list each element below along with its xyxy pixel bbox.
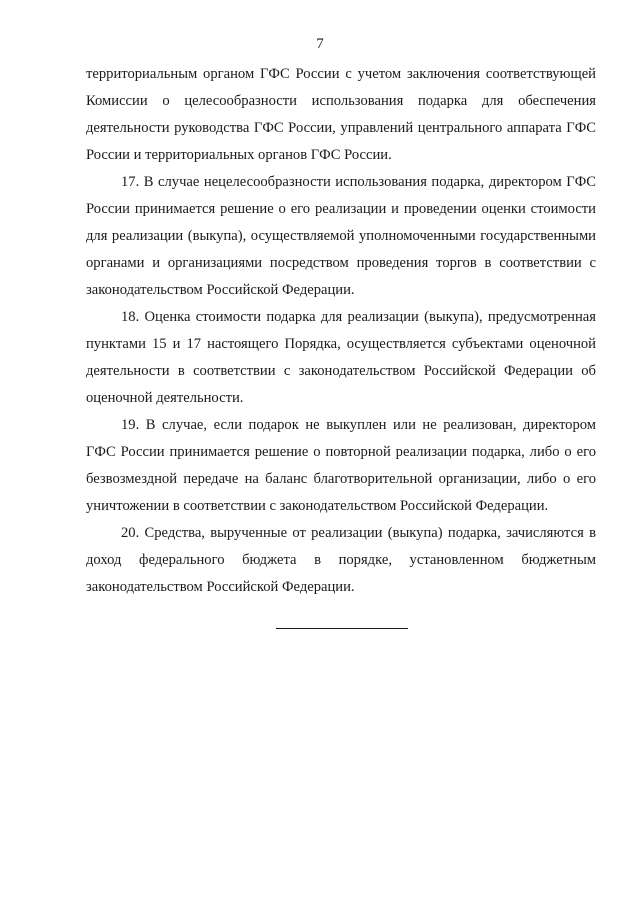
paragraph-19: 19. В случае, если подарок не выкуплен или не реализован, директором ГФС России принимается решение о повторной реализации подарка, либо о его безвозмездной передаче на баланс благотворительной организации, либо о его уничтожении в соответствии с законодательством Российской Федерации.: [86, 417, 596, 514]
document-body: [86, 61, 596, 601]
paragraph-20: 20. Средства, вырученные от реализации (выкупа) подарка, зачисляются в доход федерального бюджета в порядке, установленном бюджетным законодательством Российской Федерации.: [86, 525, 596, 595]
paragraph-continuation: территориальным органом ГФС России с учетом заключения соответствующей Комиссии о целесообразности использования подарка для обеспечения деятельности руководства ГФС России, управлений центрального аппарата ГФС России и территориальных органов ГФС России.: [86, 66, 596, 163]
page-number: 7: [316, 36, 324, 52]
end-of-document-rule: [276, 628, 408, 629]
paragraph-17: 17. В случае нецелесообразности использования подарка, директором ГФС России принимается решение о его реализации и проведении оценки стоимости для реализации (выкупа), осуществляемой уполномоченными государственными органами и организациями посредством проведения торгов в соответствии с законодательством Российской Федерации.: [86, 174, 596, 298]
paragraph-18: 18. Оценка стоимости подарка для реализации (выкупа), предусмотренная пунктами 15 и 17 настоящего Порядка, осуществляется субъектами оценочной деятельности в соответствии с законодательством Российской Федерации об оценочной деятельности.: [86, 309, 596, 406]
